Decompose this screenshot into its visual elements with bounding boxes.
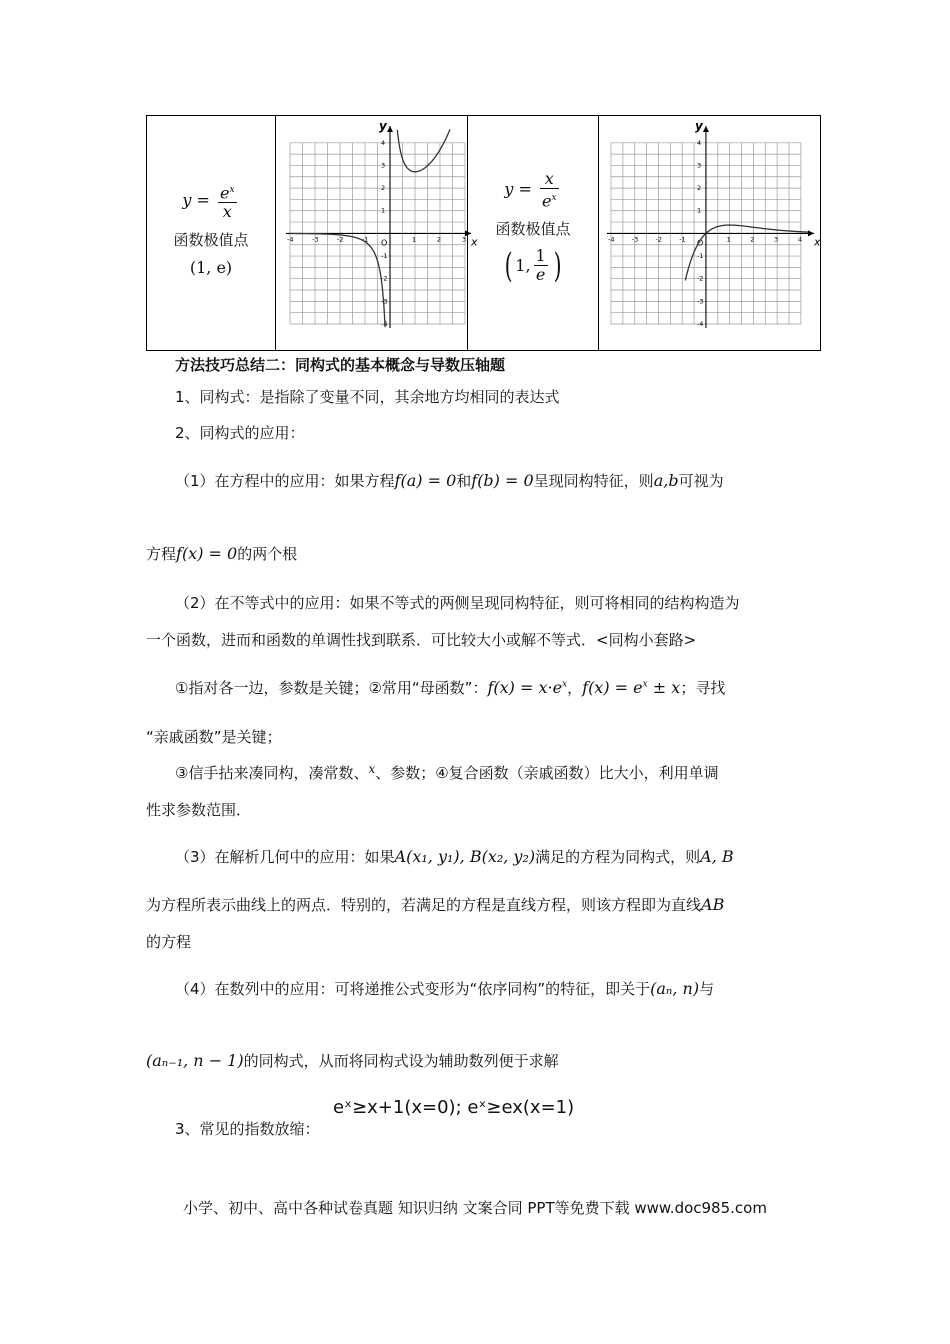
math-exponent: x xyxy=(642,679,648,690)
text: ①指对各一边，参数是关键；②常用“母函数”： xyxy=(175,679,488,697)
x-tick-label: 2 xyxy=(749,235,755,244)
paragraph-equation-roots xyxy=(146,543,297,564)
paragraph-tips-3 xyxy=(175,762,719,783)
math-part: f(x) = x·e xyxy=(487,678,563,697)
math-ab: AB xyxy=(701,895,725,914)
x-tick-label: -4 xyxy=(607,235,614,244)
exponential-inequalities: eˣ≥x+1(x=0); eˣ≥ex(x=1) xyxy=(333,1097,575,1118)
origin-label: O xyxy=(380,238,387,248)
y-tick-label: 3 xyxy=(380,161,385,170)
y-tick-label: -4 xyxy=(696,320,703,328)
text: （3）在解析几何中的应用：如果 xyxy=(175,848,395,866)
x-tick-label: -3 xyxy=(311,235,318,244)
page-footer: 小学、初中、高中各种试卷真题 知识归纳 文案合同 PPT等免费下载 www.doc985.com xyxy=(183,1199,767,1217)
x-tick-label: -3 xyxy=(631,235,638,244)
fraction-denominator: x xyxy=(222,202,232,222)
text: 为方程所表示曲线上的两点．特别的，若满足的方程是直线方程，则该方程即为直线 xyxy=(146,896,702,914)
numerator-exponent: x xyxy=(229,184,235,195)
y-tick-label: -2 xyxy=(380,274,387,283)
paragraph-definition: 1、同构式：是指除了变量不同，其余地方均相同的表达式 xyxy=(175,388,560,406)
x-axis-label: x xyxy=(813,235,821,249)
text: 、参数；④复合函数（亲戚函数）比大小，利用单调 xyxy=(375,764,719,782)
math-f-a: f(a) = 0 xyxy=(394,471,457,490)
text: 呈现同构特征，则 xyxy=(533,472,654,490)
formula-eq: = xyxy=(196,190,210,210)
math-x: x xyxy=(368,762,376,776)
paragraph-geometry-1 xyxy=(175,846,734,867)
x-tick-label: 1 xyxy=(726,235,731,244)
extremum-point: (1, e) xyxy=(189,258,233,278)
math-points-a-b: A(x₁, y₁), B(x₂, y₂) xyxy=(394,847,536,866)
y-axis-arrow xyxy=(387,126,393,132)
y-tick-label: -2 xyxy=(696,274,703,283)
text: 的同构式，从而将同构式设为辅助数列便于求解 xyxy=(243,1052,559,1070)
graph-e-over-x xyxy=(277,116,478,346)
math-part: ± x xyxy=(647,678,681,697)
math-a-comma-b: A, B xyxy=(700,847,734,866)
fraction-denominator: e xyxy=(542,191,552,211)
text: 与 xyxy=(699,980,715,998)
text: ③信手拈来凑同构，凑常数、 xyxy=(175,764,369,782)
y-axis-label: y xyxy=(378,119,387,133)
x-tick-label: -1 xyxy=(361,235,368,244)
y-tick-label: 4 xyxy=(380,138,385,147)
function-figure-table xyxy=(146,115,821,351)
denominator-exponent: x xyxy=(551,192,557,203)
paragraph-geometry-2 xyxy=(146,894,724,915)
y-tick-label: -3 xyxy=(380,297,387,306)
paragraph-inequality-1: （2）在不等式中的应用：如果不等式的两侧呈现同构特征，则可将相同的结构构造为 xyxy=(175,594,740,612)
text: ；寻找 xyxy=(680,679,726,697)
math-mother-function-1 xyxy=(487,678,567,697)
paragraph-tips-2: “亲戚函数”是关键； xyxy=(146,728,282,746)
fraction-numerator: e xyxy=(220,183,230,203)
y-tick-label: 1 xyxy=(696,206,701,215)
text: ， xyxy=(567,679,583,697)
text: 的两个根 xyxy=(237,545,298,563)
y-tick-label: -1 xyxy=(380,252,387,261)
formula-eq: = xyxy=(518,179,532,199)
x-tick-label: 1 xyxy=(411,235,416,244)
formula-cell-x-over-e xyxy=(468,116,599,351)
paragraph-sequence-1 xyxy=(175,978,714,999)
y-tick-label: 1 xyxy=(380,206,385,215)
paragraph-tips-1 xyxy=(175,677,725,698)
graph-cell-1 xyxy=(276,116,478,351)
paragraph-applications-title: 2、同构式的应用： xyxy=(175,424,305,442)
x-tick-label: -2 xyxy=(336,235,343,244)
paragraph-exponential-scaling: 3、常见的指数放缩： xyxy=(175,1120,320,1138)
x-axis-label: x xyxy=(470,235,478,249)
x-tick-label: 3 xyxy=(773,235,778,244)
paragraph-sequence-2 xyxy=(146,1050,559,1071)
point-numerator: 1 xyxy=(535,246,546,266)
origin-label: O xyxy=(696,238,703,248)
point-first-coordinate: 1, xyxy=(515,256,531,276)
section-heading: 方法技巧总结二：同构式的基本概念与导数压轴题 xyxy=(175,356,506,374)
y-axis-arrow xyxy=(702,126,708,132)
formula-lhs: y xyxy=(504,179,514,199)
fraction-numerator: x xyxy=(540,170,559,189)
extremum-label: 函数极值点 xyxy=(173,231,249,250)
text: 可视为 xyxy=(678,472,724,490)
x-tick-label: -4 xyxy=(286,235,293,244)
paragraph-geometry-3: 的方程 xyxy=(146,933,192,951)
math-a-b: a,b xyxy=(653,471,679,490)
y-tick-label: 3 xyxy=(696,161,701,170)
x-tick-label: 4 xyxy=(797,235,802,244)
math-mother-function-2 xyxy=(582,678,680,697)
math-an-1: (aₙ₋₁, n − 1) xyxy=(146,1051,244,1070)
x-tick-label: -2 xyxy=(654,235,662,244)
x-tick-label: -1 xyxy=(678,235,686,244)
y-tick-label: 2 xyxy=(380,184,385,193)
graph-x-over-e xyxy=(600,116,820,346)
text: 方程 xyxy=(146,545,177,563)
formula-lhs: y xyxy=(182,190,192,210)
y-tick-label: -1 xyxy=(696,252,703,261)
math-part: f(x) = e xyxy=(582,678,643,697)
y-tick-label: -4 xyxy=(380,320,387,328)
y-tick-label: 2 xyxy=(696,184,701,193)
math-exponent: x xyxy=(562,679,568,690)
y-axis-label: y xyxy=(694,119,703,133)
x-tick-label: 2 xyxy=(436,235,441,244)
text: 满足的方程为同构式，则 xyxy=(535,848,701,866)
function-curve xyxy=(290,234,385,328)
formula-fraction xyxy=(540,170,559,210)
text: （4）在数列中的应用：可将递推公式变形为“依序同构”的特征，即关于 xyxy=(175,980,651,998)
point-denominator: e xyxy=(535,265,546,285)
formula-fraction xyxy=(218,181,237,221)
text: 和 xyxy=(456,472,472,490)
paragraph-equation-application xyxy=(175,470,724,491)
math-f-b: f(b) = 0 xyxy=(471,471,534,490)
extremum-point: ( 1, $\frac{1}{e}$ ) xyxy=(504,245,562,286)
math-an-n: (aₙ, n) xyxy=(650,979,700,998)
extremum-label: 函数极值点 xyxy=(495,220,571,239)
math-f-x: f(x) = 0 xyxy=(176,544,238,563)
formula-cell-e-over-x xyxy=(147,116,276,351)
paragraph-inequality-2: 一个函数，进而和函数的单调性找到联系．可比较大小或解不等式．<同构小套路> xyxy=(146,631,697,649)
y-tick-label: -3 xyxy=(696,297,703,306)
text: （1）在方程中的应用：如果方程 xyxy=(175,472,395,490)
point-fraction xyxy=(534,247,548,284)
x-tick-label: 3 xyxy=(461,235,466,244)
paragraph-tips-4: 性求参数范围． xyxy=(146,801,252,819)
graph-cell-2 xyxy=(599,116,821,351)
y-tick-label: 4 xyxy=(696,138,701,147)
